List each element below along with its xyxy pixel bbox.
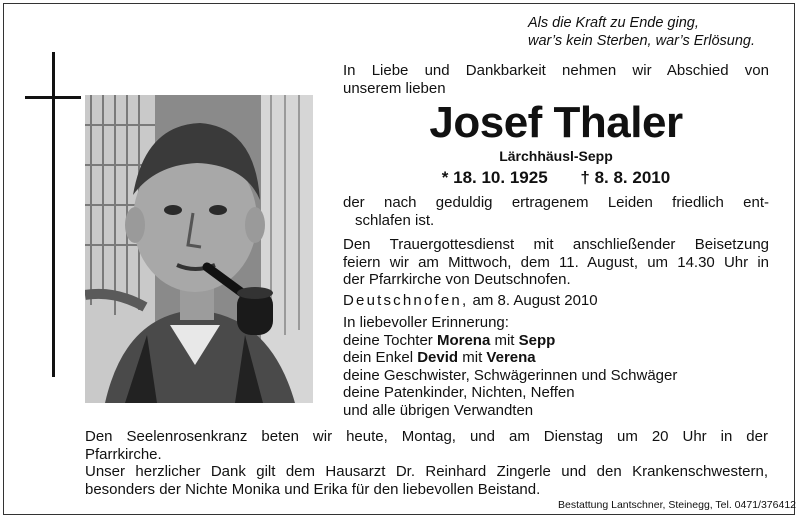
intro-line: unserem lieben (343, 79, 446, 97)
service-line: feiern wir am Mittwoch, dem 11. August, um 14.30 Uhr in (343, 253, 769, 271)
place-date (343, 292, 769, 310)
birth-date: * 18. 10. 1925 (441, 168, 548, 187)
rosary-text (85, 428, 768, 463)
mourners-list (343, 314, 769, 419)
service-line: der Pfarrkirche von Deutschnofen. (343, 271, 571, 288)
mourner-siblings: deine Geschwister, Schwägerinnen und Schwäger (343, 366, 678, 384)
mourner-name: Verena (486, 349, 536, 366)
life-dates (343, 168, 769, 188)
thanks-line: Unser herzlicher Dank gilt dem Hausarzt Dr. Reinhard Zingerle und den Krankenschwestern, (85, 463, 768, 480)
place-name: Deutschnofen, (343, 292, 469, 309)
mourner-daughter (343, 332, 769, 350)
motto-line: war’s kein Sterben, war’s Erlösung. (528, 33, 756, 49)
passing-line: schlafen ist. (355, 211, 435, 229)
rosary-line: Den Seelenrosenkranz beten wir heute, Montag, und am Dienstag um 20 Uhr in der (85, 428, 768, 445)
mourner-godchildren: deine Patenkinder, Nichten, Neffen (343, 384, 575, 401)
intro-line: In Liebe und Dankbarkeit nehmen wir Abschied von (343, 62, 769, 79)
service-line: Den Trauergottesdienst mit anschließender Beisetzung (343, 236, 769, 253)
mourners-heading: In liebevoller Erinnerung: (343, 314, 509, 331)
passing-line: der nach geduldig ertragenem Leiden friedlich ent- (343, 194, 769, 211)
intro-text (343, 62, 769, 97)
mourner-name: Morena (436, 331, 491, 349)
funeral-home-footer: Bestattung Lantschner, Steinegg, Tel. 0471/376412 (558, 499, 796, 511)
mourner-label: deine Tochter (343, 331, 437, 349)
portrait-illustration (85, 95, 313, 403)
latin-cross-icon-bar (25, 96, 81, 99)
mourner-grandson (343, 349, 769, 367)
mourner-name: Sepp (518, 331, 556, 349)
death-date: † 8. 8. 2010 (580, 168, 671, 187)
service-text (343, 236, 769, 289)
portrait-photo (85, 95, 313, 403)
deceased-nickname: Lärchhäusl-Sepp (499, 148, 613, 164)
passing-text (343, 194, 769, 229)
notice-date: am 8. August 2010 (468, 292, 598, 309)
mourner-relatives: und alle übrigen Verwandten (343, 401, 534, 419)
motto-line: Als die Kraft zu Ende ging, (528, 15, 699, 31)
motto (528, 14, 788, 50)
mourner-label: mit (458, 349, 487, 366)
thanks-text (85, 463, 768, 498)
deceased-name: Josef Thaler (429, 98, 683, 147)
mourner-label: dein Enkel (343, 349, 418, 366)
thanks-line: besonders der Nichte Monika und Erika für den liebevollen Beistand. (85, 480, 541, 498)
rosary-line: Pfarrkirche. (85, 445, 162, 463)
latin-cross-icon (52, 52, 55, 377)
mourner-label: mit (490, 331, 519, 349)
mourner-name: Devid (417, 349, 459, 366)
